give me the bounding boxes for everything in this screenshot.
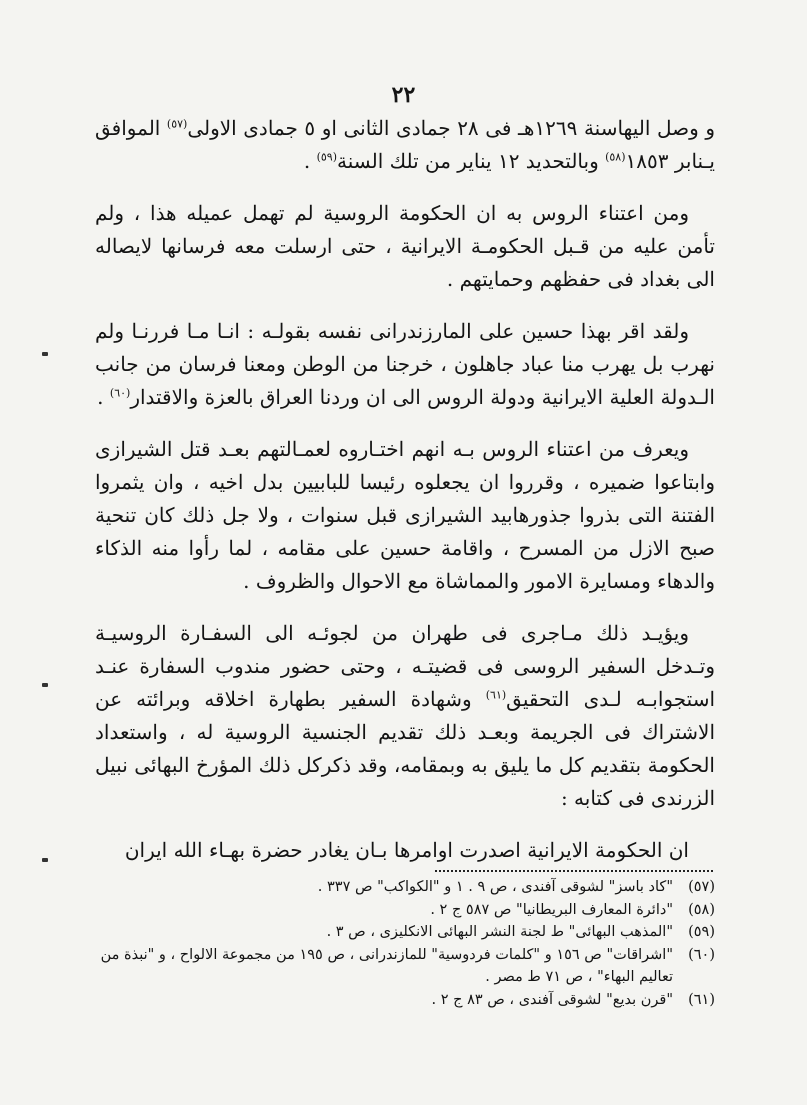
paragraph	[95, 112, 715, 178]
text-run: ولقد اقر بهذا حسين على المارزندرانى نفسه بقولـه : انـا مـا فررنـا ولم نهرب بل يهرب منا عباد جاهلون ، خرجنا من الوطن ومعنا فرسان من جانب الـدولة العلية الايرانية ودولة الروس الى ان وردنا العراق بالعزة والاقتدار	[95, 319, 715, 409]
footnotes	[95, 876, 715, 1011]
text-run: .	[97, 385, 110, 409]
footnote	[95, 989, 715, 1012]
footnote-separator	[435, 870, 713, 872]
footnote-ref: (٥٧)	[166, 117, 188, 131]
text-run: ومن اعتناء الروس به ان الحكومة الروسية لم تهمل عميله هذا ، ولم تأمن عليه من قـبل الحكومـة الايرانية ، حتى ارسلت معه فرسانها لايصاله الى بغداد فى حفظهم وحمايتهم .	[95, 201, 715, 291]
footnote	[95, 876, 715, 899]
paragraph	[95, 834, 715, 867]
footnote-text: "المذهب البهائى" ط لجنة النشر البهائى الانكليزى ، ص ٣ .	[326, 924, 673, 940]
body-text	[95, 112, 715, 886]
footnote-number: (٥٧)	[688, 879, 715, 895]
paragraph	[95, 315, 715, 414]
footnote-number: (٥٨)	[688, 901, 715, 918]
page-number: ٢٢	[391, 82, 416, 108]
paragraph	[95, 433, 715, 598]
text-run: و وصل اليهاسنة ١٢٦٩هـ فى ٢٨ جمادى الثانى او ٥ جمادى الاولى	[187, 116, 716, 140]
margin-mark	[42, 352, 48, 356]
footnote-number: (٦١)	[688, 991, 715, 1008]
footnote-ref: (٥٩)	[316, 150, 337, 164]
footnote-ref: (٦٠)	[109, 386, 131, 400]
footnote-number: (٦٠)	[688, 946, 715, 963]
text-run: وبالتحديد ١٢ يناير من تلك السنة	[337, 149, 606, 173]
footnote-ref: (٦١)	[485, 688, 507, 702]
paragraph	[95, 617, 715, 815]
margin-mark	[42, 683, 48, 687]
footnote-text: "كاد باسز" لشوقى آفندى ، ص ٩ . ١ و "الكواكب" ص ٣٣٧ .	[317, 879, 673, 895]
text-run: .	[303, 149, 317, 173]
footnote	[95, 899, 715, 922]
text-run: ان الحكومة الايرانية اصدرت اوامرها بـان يغادر حضرة بهـاء الله ايران	[124, 838, 689, 862]
text-run: الموافق يـنابر ١٨٥٣	[95, 116, 715, 173]
footnote-number: (٥٩)	[688, 924, 715, 940]
footnote-ref: (٥٨)	[605, 150, 626, 164]
footnote-text: "دائرة المعارف البريطانيا" ص ٥٨٧ ج ٢ .	[430, 901, 673, 918]
footnote-text: "اشراقات" ص ١٥٦ و "كلمات فردوسية" للمازندرانى ، ص ١٩٥ من مجموعة الالواح ، و "نبذة من تعاليم البهاء" ، ص ٧١ ط مصر .	[100, 946, 673, 985]
footnote-text: "قرن بديع" لشوقى آفندى ، ص ٨٣ ج ٢ .	[431, 991, 673, 1008]
margin-mark	[42, 858, 48, 862]
footnote	[95, 944, 715, 989]
text-run: ويعرف من اعتناء الروس بـه انهم اختـاروه لعمـالتهم بعـد قتل الشيرازى وابتاعوا ضميره ، وقرروا ان يجعلوه رئيسا للبابيين بدل اخيه ، وان يثمروا الفتنة التى بذروا جذورهابيد الشيرازى قبل سنوات ، ولا جل ذلك كان تنحية صبح الازل من المسرح ، واقامة حسين على مقامه ، لما رأوا منه الذكاء والدهاء ومسايرة الامور والمماشاة مع الاحوال والظروف .	[95, 437, 715, 593]
text-run: وشهادة السفير بطهارة اخلاقه وبرائته عن الاشتراك فى الجريمة وبعـد ذلك تقديم الجنسية الروسية له ، واستعداد الحكومة بتقديم كل ما يليق به وبمقامه، وقد ذكركل ذلك المؤرخ البهائى نبيل الزرندى فى كتابه :	[95, 687, 715, 810]
text-run: ويؤيـد ذلك مـاجرى فى طهران من لجوئـه الى السفـارة الروسيـة وتـدخل السفير الروسى فى قضيتـه ، وحتى حضور مندوب السفارة عنـد استجوابـه لـدى التحقيق	[95, 621, 716, 711]
paragraph	[95, 197, 715, 296]
footnote	[95, 921, 715, 944]
